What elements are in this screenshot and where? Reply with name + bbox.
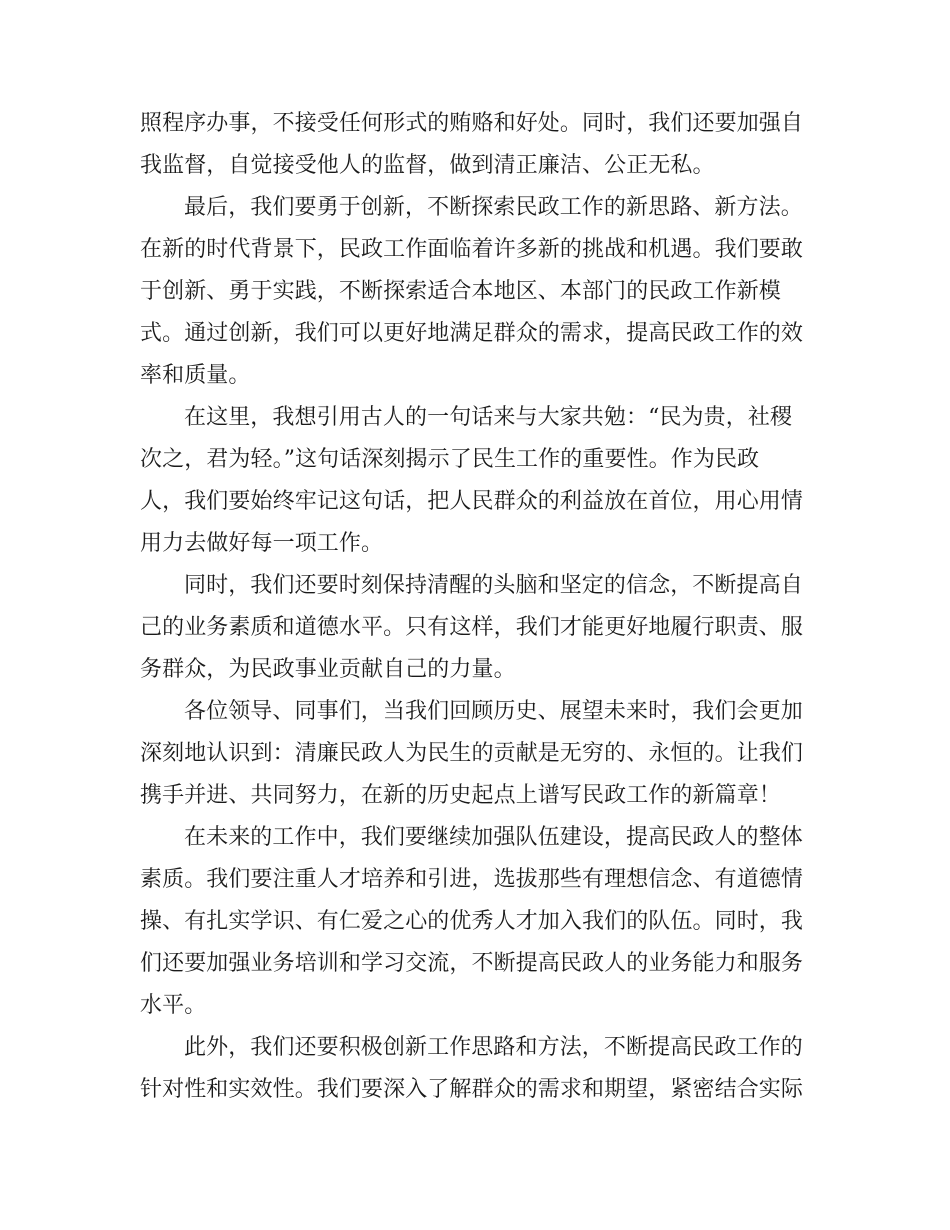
text-line: 在新的时代背景下，民政工作面临着许多新的挑战和机遇。我们要敢: [140, 237, 804, 262]
text-line: 我监督，自觉接受他人的监督，做到清正廉洁、公正无私。: [140, 153, 715, 178]
text-line: 次之，君为轻。”这句话深刻揭示了民生工作的重要性。作为民政: [140, 447, 760, 472]
text-line: 己的业务素质和道德水平。只有这样，我们才能更好地履行职责、服: [140, 615, 804, 640]
text-line: 针对性和实效性。我们要深入了解群众的需求和期望，紧密结合实际: [140, 1077, 804, 1102]
text-line: 照程序办事，不接受任何形式的贿赂和好处。同时，我们还要加强自: [140, 111, 804, 136]
paragraph-first-line: 此外，我们还要积极创新工作思路和方法，不断提高民政工作的: [184, 1035, 803, 1060]
text-line: 于创新、勇于实践，不断探索适合本地区、本部门的民政工作新模: [140, 279, 781, 304]
paragraph-first-line: 在这里，我想引用古人的一句话来与大家共勉：“民为贵，社稷: [184, 405, 793, 430]
text-line: 素质。我们要注重人才培养和引进，选拔那些有理想信念、有道德情: [140, 867, 804, 892]
paragraph-first-line: 在未来的工作中，我们要继续加强队伍建设，提高民政人的整体: [184, 825, 803, 850]
paragraph-first-line: 各位领导、同事们，当我们回顾历史、展望未来时，我们会更加: [184, 699, 803, 724]
text-line: 人，我们要始终牢记这句话，把人民群众的利益放在首位，用心用情: [140, 489, 804, 514]
text-line: 式。通过创新，我们可以更好地满足群众的需求，提高民政工作的效: [140, 321, 804, 346]
text-line: 们还要加强业务培训和学习交流，不断提高民政人的业务能力和服务: [140, 951, 804, 976]
text-line: 操、有扎实学识、有仁爱之心的优秀人才加入我们的队伍。同时，我: [140, 909, 804, 934]
text-line: 深刻地认识到：清廉民政人为民生的贡献是无穷的、永恒的。让我们: [140, 741, 804, 766]
paragraph-first-line: 最后，我们要勇于创新，不断探索民政工作的新思路、新方法。: [184, 195, 803, 220]
text-line: 率和质量。: [140, 363, 251, 388]
paragraph-first-line: 同时，我们还要时刻保持清醒的头脑和坚定的信念，不断提高自: [184, 573, 803, 598]
text-line: 务群众，为民政事业贡献自己的力量。: [140, 657, 516, 682]
text-line: 水平。: [140, 993, 207, 1018]
text-line: 携手并进、共同努力，在新的历史起点上谱写民政工作的新篇章！: [140, 783, 781, 808]
text-line: 用力去做好每一项工作。: [140, 531, 384, 556]
